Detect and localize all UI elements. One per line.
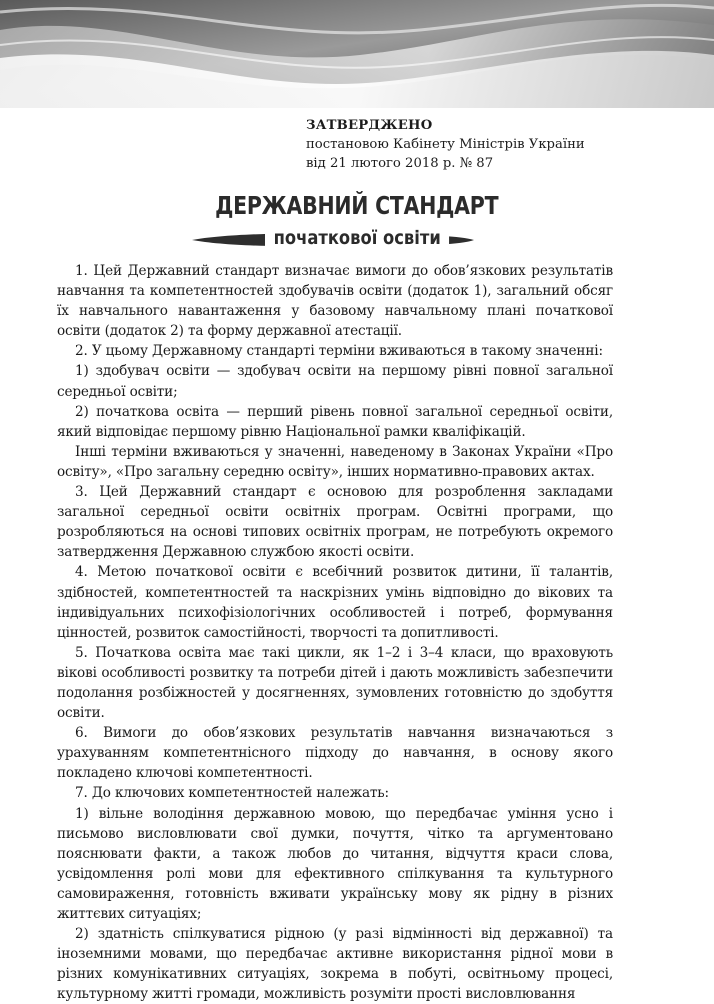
paragraph: 2) здатність спілкуватися рідною (у разі відмінності від державної) та іноземними мовами, що передбачає активне використання рідної мови в різних комунікативних ситуаціях, зокрема в побуті, освітньому процесі, культурному житті громади, можливість розуміти прості висловлювання xyxy=(57,926,613,1003)
paragraph: 1) вільне володіння державною мовою, що передбачає уміння усно і письмово висловлювати свої думки, почуття, чітко та аргументовано пояснювати факти, а також любов до читання, відчуття краси слова, усвідомлення ролі мови для ефективного спілкування та культурного самовираження, готовність вживати українську мову як рідну в різних життєвих ситуаціях; xyxy=(57,805,613,922)
paragraph: 1. Цей Державний стандарт визначає вимоги до обов’язкових результатів навчання та компетентностей здобувачів освіти (додаток 1), загальний обсяг їх навчального навантаження у базовому навчальному плані початкової освіти (додаток 2) та форму державної атестації. xyxy=(57,263,613,340)
paragraph: 2) початкова освіта — перший рівень повної загальної середньої освіти, який відповідає першому рівню Національної рамки кваліфікацій. xyxy=(57,403,613,440)
paragraph: 2. У цьому Державному стандарті терміни вживаються в такому значенні: xyxy=(75,343,603,360)
paragraph: 3. Цей Державний стандарт є основою для розроблення закладами загальної середньої освіти освітніх програм. Освітні програми, що розробляються на основі типових освітніх програм, не потребують окремого затвердження Державною службою якості освіти. xyxy=(57,484,613,561)
paragraph: 6. Вимоги до обов’язкових результатів навчання визначаються з урахуванням компетентнісного підходу до навчання, в основу якого покладено ключові компетентності. xyxy=(57,725,613,782)
document-subtitle: початкової освіти xyxy=(265,224,449,252)
document-title-block xyxy=(0,190,714,258)
document-title: ДЕРЖАВНИЙ СТАНДАРТ xyxy=(215,191,499,220)
paragraph: Інші терміни вживаються у значенні, наведеному в Законах України «Про освіту», «Про загальну середню освіту», інших нормативно-правових актах. xyxy=(57,443,613,480)
paragraph: 4. Метою початкової освіти є всебічний розвиток дитини, її талантів, здібностей, компетентностей та наскрізних умінь відповідно до вікових та індивідуальних психофізіологічних особливостей і потреб, формування цінностей, розвиток самостійності, творчості та допитливості. xyxy=(57,564,613,641)
approval-line-2: від 21 лютого 2018 р. № 87 xyxy=(306,156,494,171)
wave-banner-graphic xyxy=(0,0,714,108)
paragraph: 1) здобувач освіти — здобувач освіти на першому рівні повної загальної середньої освіти; xyxy=(57,363,613,400)
paragraph: 7. До ключових компетентностей належать: xyxy=(75,785,389,802)
approval-note xyxy=(306,116,706,173)
document-body xyxy=(57,261,613,1004)
paragraph: 5. Початкова освіта має такі цикли, як 1–2 і 3–4 класи, що враховують вікові особливості розвитку та потреби дітей і дають можливість забезпечити подолання розбіжностей у досягненнях, зумовлених готовністю до здобуття освіти. xyxy=(57,644,613,722)
approval-stamp: ЗАТВЕРДЖЕНО xyxy=(306,118,433,133)
decorative-banner xyxy=(0,0,714,108)
subtitle-wrap xyxy=(0,224,714,258)
approval-line-1: постановою Кабінету Міністрів України xyxy=(306,137,585,152)
